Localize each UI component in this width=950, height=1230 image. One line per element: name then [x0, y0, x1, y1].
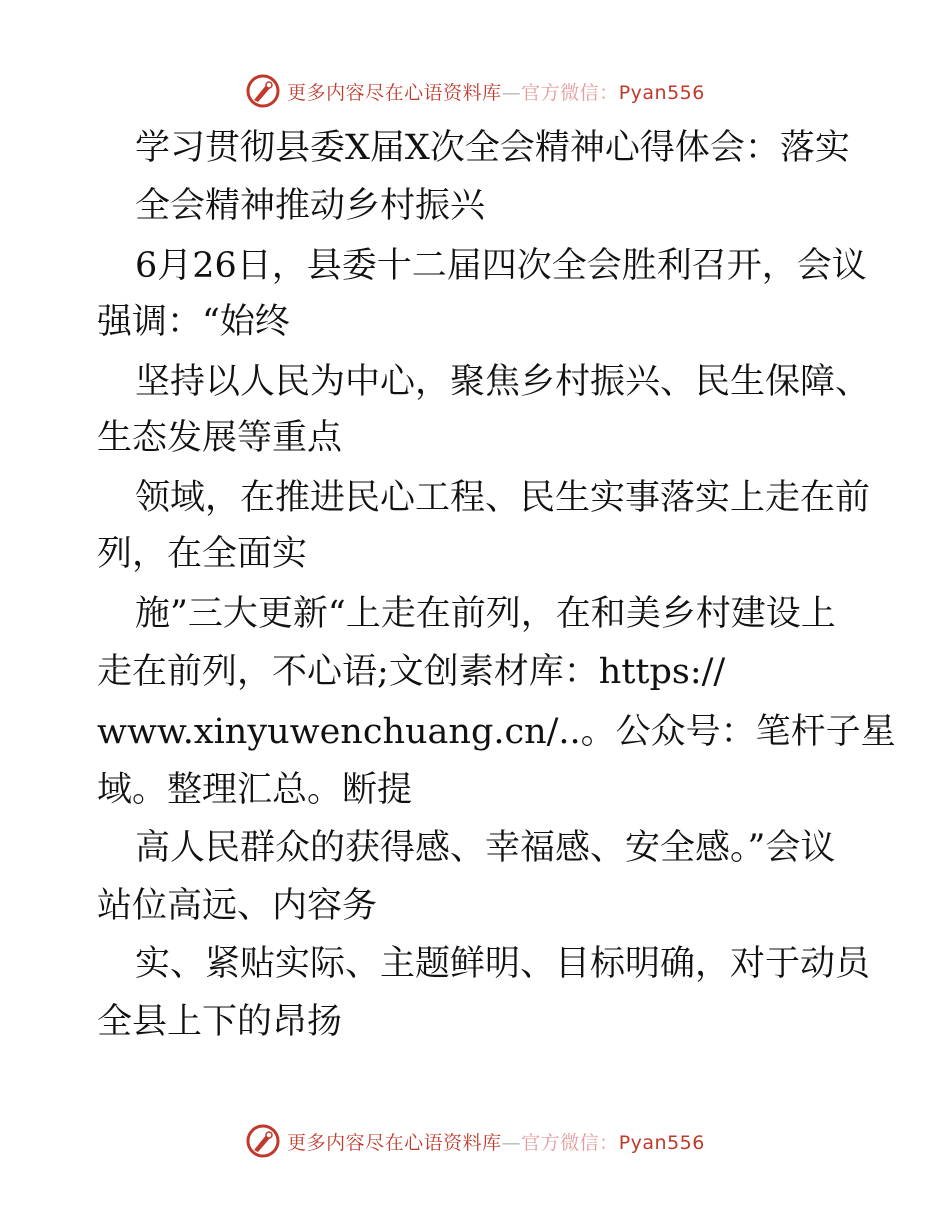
- paragraph-line: 域。整理汇总。断提: [97, 770, 413, 810]
- watermark-official: 官方微信：: [521, 81, 619, 104]
- paragraph-line: www.xinyuwenchuang.cn/..。公众号：笔杆子星: [97, 712, 896, 752]
- paragraph-line: 生态发展等重点: [97, 418, 343, 458]
- paragraph-line: 高人民群众的获得感、幸福感、安全感。”会议: [135, 828, 836, 868]
- watermark-dash: —: [501, 81, 522, 104]
- paragraph-line: 领域，在推进民心工程、民生实事落实上走在前: [135, 478, 871, 518]
- watermark-brand: 更多内容尽在心语资料库: [287, 1131, 502, 1154]
- paragraph-line: 走在前列，不心语;文创素材库：https://: [97, 652, 726, 692]
- watermark-official: 官方微信：: [521, 1131, 619, 1154]
- header-watermark: [0, 72, 950, 110]
- quill-logo-icon: [245, 1123, 281, 1159]
- paragraph-line: 施”三大更新“上走在前列，在和美乡村建设上: [135, 594, 836, 634]
- paragraph-line: 列，在全面实: [97, 534, 308, 574]
- title-line: 学习贯彻县委X届X次全会精神心得体会：落实: [135, 128, 850, 168]
- paragraph-line: 全县上下的昂扬: [97, 1002, 343, 1042]
- watermark-brand: 更多内容尽在心语资料库: [287, 81, 502, 104]
- paragraph-line: 强调：“始终: [97, 302, 290, 342]
- paragraph-line: 坚持以人民为中心，聚焦乡村振兴、民生保障、: [135, 362, 871, 402]
- paragraph-line: 站位高远、内容务: [97, 886, 378, 926]
- watermark-text: [287, 78, 705, 105]
- paragraph-line: 实、紧贴实际、主题鲜明、目标明确，对于动员: [135, 944, 871, 984]
- paragraph-line: 6月26日，县委十二届四次全会胜利召开，会议: [135, 246, 867, 286]
- title-line: 全会精神推动乡村振兴: [135, 186, 486, 226]
- watermark-id: Pyan556: [618, 1131, 705, 1154]
- watermark-text: [287, 1128, 705, 1155]
- watermark-id: Pyan556: [618, 81, 705, 104]
- footer-watermark: [0, 1122, 950, 1160]
- quill-logo-icon: [245, 73, 281, 109]
- watermark-dash: —: [501, 1131, 522, 1154]
